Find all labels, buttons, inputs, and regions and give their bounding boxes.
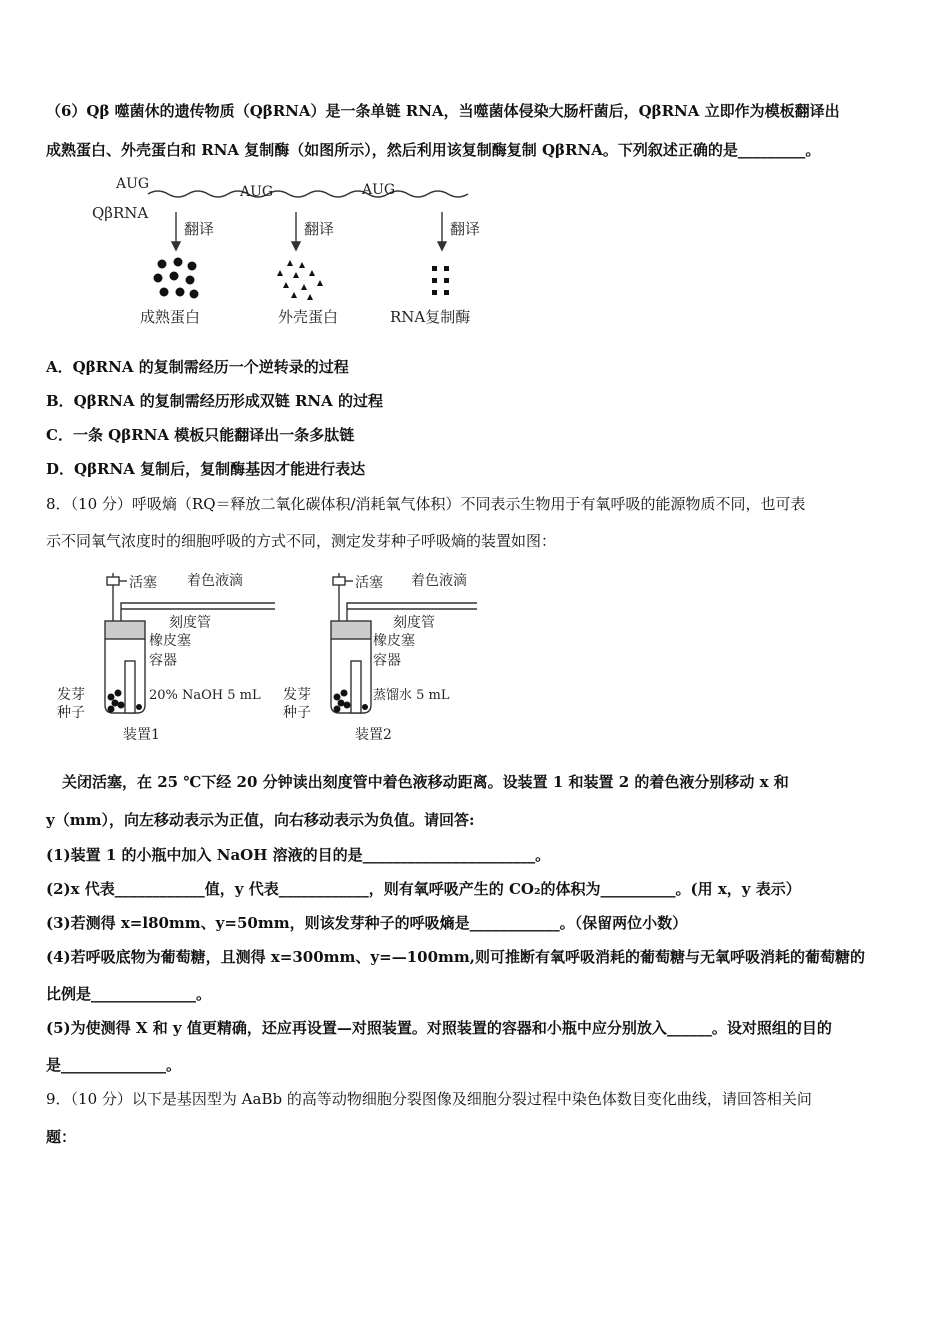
solution-label-1: 20% NaOH 5 mL [149, 688, 261, 703]
q8-stem-line-2: 示不同氧气浓度时的细胞呼吸的方式不同，测定发芽种子呼吸熵的装置如图： [46, 532, 557, 550]
rna-label: QβRNA [92, 204, 149, 222]
q6-option-c: C．一条 QβRNA 模板只能翻译出一条多肽链 [46, 426, 355, 444]
solution-label-2: 蒸馏水 5 mL [373, 688, 450, 703]
q6-option-a: A．QβRNA 的复制需经历一个逆转录的过程 [46, 358, 349, 376]
droplet-label-2: 着色液滴 [411, 573, 467, 589]
device-1-label: 装置1 [123, 727, 160, 743]
q8-stem-line-1: 8．（10 分）呼吸熵（RQ＝释放二氧化碳体积/消耗氧气体积）不同表示生物用于有氧呼吸的能源物质不同，也可表 [46, 495, 806, 513]
mature-protein-dots [154, 258, 199, 299]
product-label-replicase: RNA复制酶 [390, 308, 471, 326]
seeds-label-2b: 种子 [283, 705, 311, 721]
translate-label-2: 翻译 [304, 220, 335, 238]
tube-label-1: 刻度管 [169, 615, 211, 631]
translate-label-1: 翻译 [184, 220, 215, 238]
q8-sub-1: (1)装置 1 的小瓶中加入 NaOH 溶液的目的是_______________________。 [46, 846, 551, 864]
replicase-squares [432, 266, 449, 295]
stopper-label-1: 橡皮塞 [149, 633, 191, 649]
container-label-2: 容器 [373, 653, 401, 669]
seeds-label-1b: 种子 [57, 705, 85, 721]
q8-paragraph-line-1: 关闭活塞，在 25 ℃下经 20 分钟读出刻度管中着色液移动距离。设装置 1 和装置 2 的着色液分别移动 x 和 [62, 773, 789, 791]
q8-sub-2: (2)x 代表____________值，y 代表____________，则有氧呼吸产生的 CO₂的体积为__________。(用 x，y 表示） [46, 880, 801, 898]
seeds-label-1a: 发芽 [57, 687, 85, 703]
q6-option-b: B．QβRNA 的复制需经历形成双链 RNA 的过程 [46, 392, 384, 410]
codon-label-3: AUG [362, 182, 396, 198]
rna-strand [148, 191, 468, 197]
codon-label-1: AUG [116, 176, 150, 192]
q9-stem-line-1: 9．（10 分）以下是基因型为 AaBb 的高等动物细胞分裂图像及细胞分裂过程中染色体数目变化曲线，请回答相关问 [46, 1090, 812, 1108]
stopcock-label-1: 活塞 [129, 575, 157, 591]
device-2-label: 装置2 [355, 727, 392, 743]
q8-sub-5-line-1: (5)为使测得 X 和 y 值更精确，还应再设置—对照装置。对照装置的容器和小瓶中应分别放入______。设对照组的目的 [46, 1019, 832, 1037]
q6-stem-line-2: 成熟蛋白、外壳蛋白和 RNA 复制酶（如图所示），然后利用该复制酶复制 QβRNA。下列叙述正确的是_________。 [46, 141, 821, 159]
q6-stem-line-1: （6）Qβ 噬菌休的遗传物质（QβRNA）是一条单链 RNA，当噬菌体侵染大肠杆菌后，QβRNA 立即作为模板翻译出 [46, 102, 840, 120]
container-label-1: 容器 [149, 653, 177, 669]
product-label-coat: 外壳蛋白 [278, 308, 339, 326]
q8-sub-5-line-2: 是______________。 [46, 1056, 182, 1074]
respiration-apparatus-figure [55, 565, 495, 747]
coat-protein-triangles [277, 260, 323, 300]
droplet-label-1: 着色液滴 [187, 573, 243, 589]
stopper-label-2: 橡皮塞 [373, 633, 415, 649]
tube-label-2: 刻度管 [393, 615, 435, 631]
seeds-label-2a: 发芽 [283, 687, 311, 703]
codon-label-2: AUG [240, 184, 274, 200]
q8-paragraph-line-2: y（mm），向左移动表示为正值，向右移动表示为负值。请回答: [46, 811, 475, 829]
q9-stem-line-2: 题： [46, 1128, 77, 1146]
translate-label-3: 翻译 [450, 220, 481, 238]
qbeta-translation-figure [90, 172, 530, 332]
product-label-mature: 成熟蛋白 [140, 308, 201, 326]
stopcock-label-2: 活塞 [355, 575, 383, 591]
q8-sub-3: (3)若测得 x=l80mm、y=50mm，则该发芽种子的呼吸熵是____________。（保留两位小数） [46, 914, 688, 932]
q8-sub-4-line-1: (4)若呼吸底物为葡萄糖，且测得 x=300mm、y=—100mm,则可推断有氧呼吸消耗的葡萄糖与无氧呼吸消耗的葡萄糖的 [46, 948, 865, 966]
q8-sub-4-line-2: 比例是______________。 [46, 985, 212, 1003]
q6-option-d: D．QβRNA 复制后，复制酶基因才能进行表达 [46, 460, 366, 478]
